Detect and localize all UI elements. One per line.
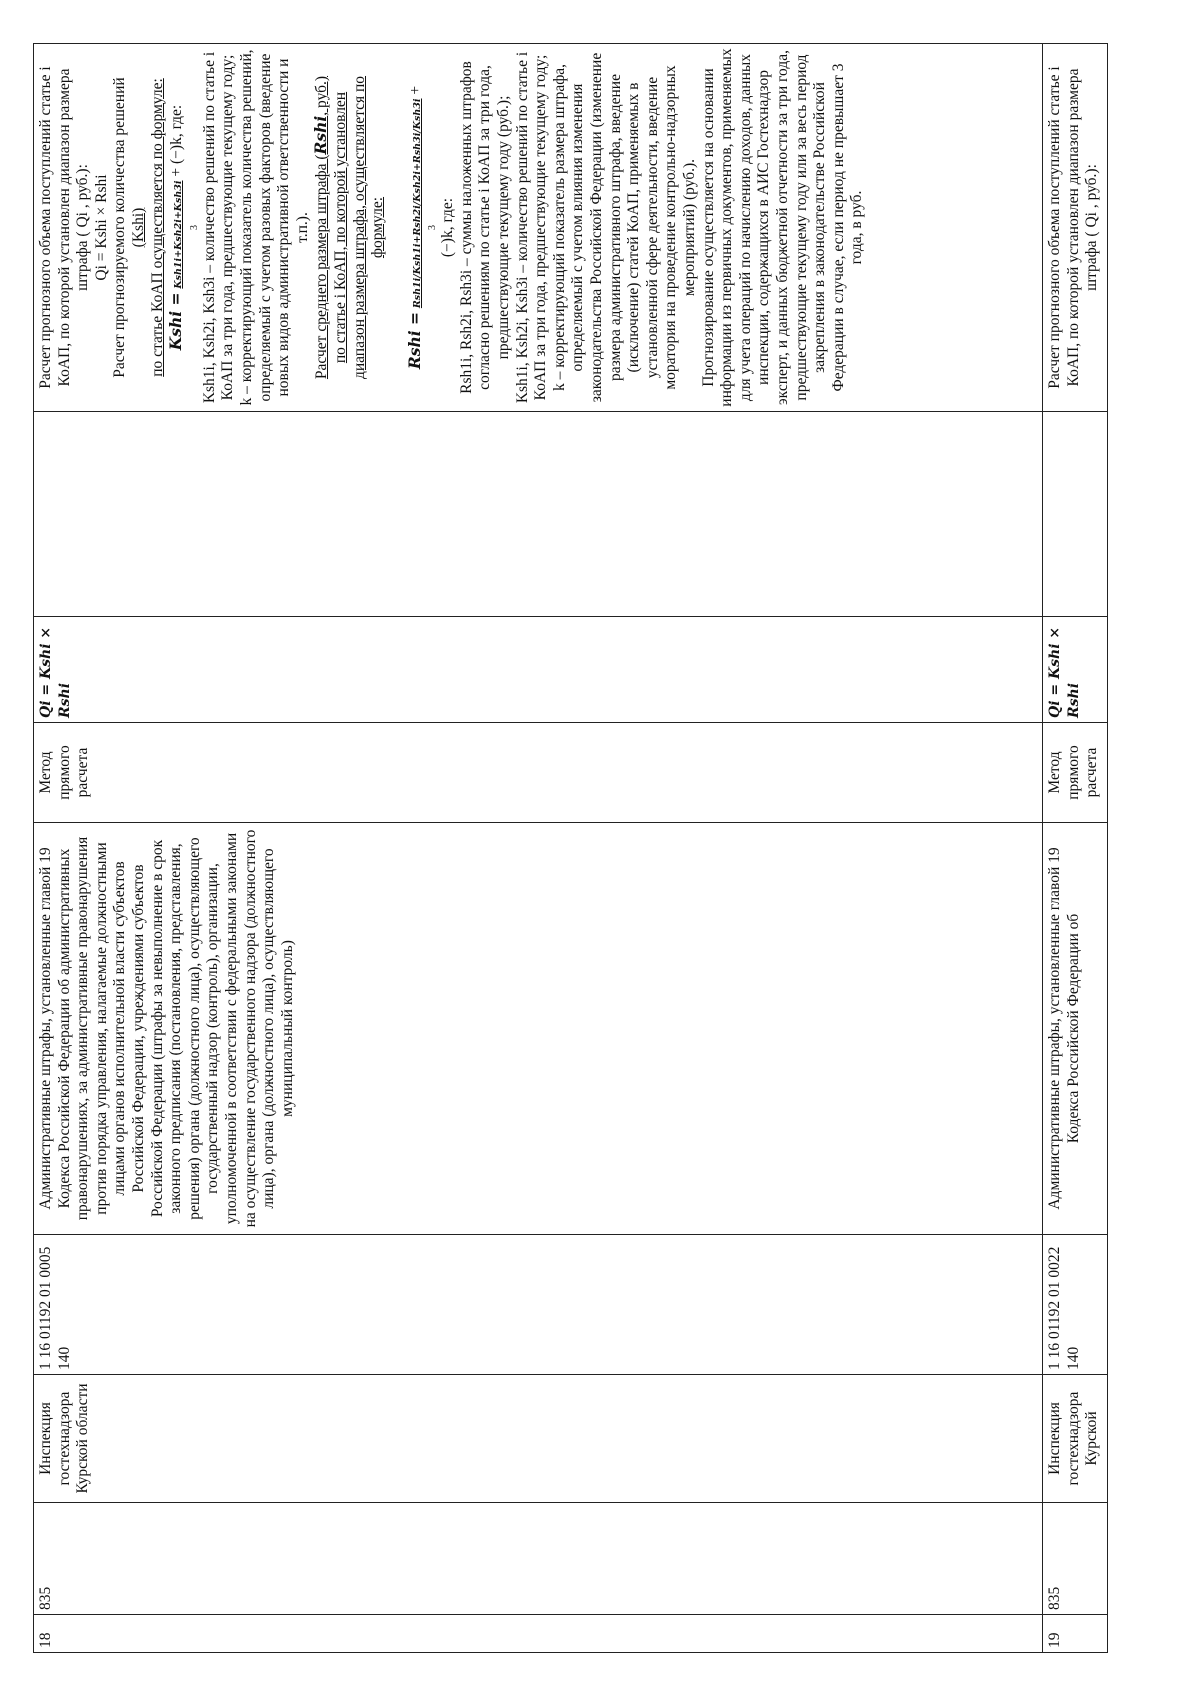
calculation-description: [34, 44, 1042, 411]
desc-line: Расчет прогнозируемого количества решений: [111, 77, 129, 378]
revenue-name: Административные штрафы, установленные главой 19 Кодекса Российской Федерации об: [1043, 822, 1107, 1234]
formula-tail: (−)k, где:: [439, 197, 457, 258]
formula-lhs: Rshi =: [404, 312, 424, 370]
calculation-method: Метод прямого расчета: [1043, 722, 1107, 822]
desc-line: диапазон размера штрафа, осуществляется по: [350, 75, 368, 380]
calculation-description: Расчет прогнозного объема поступлений статье i КоАП, по которой установлен диапазон размера штрафа ( Qi , руб.):: [1046, 66, 1101, 389]
row-number: 19: [1043, 1614, 1107, 1652]
calculation-formula: Qi = Kshi × Rshi: [34, 616, 1042, 722]
desc-fragment: Rshi: [311, 115, 331, 155]
calculation-formula: Qi = Kshi × Rshi: [1043, 616, 1107, 722]
administrator-name: Инспекция гостехнадзора Курской области: [34, 1374, 1042, 1502]
formula-denominator: 3: [188, 225, 200, 230]
formula-denominator: 3: [427, 225, 439, 230]
desc-line: Ksh1i, Ksh2i, Ksh3i – количество решений по статье i КоАП за три года, предшествующие текущему году;: [200, 51, 237, 404]
admin-code: 835: [1043, 1502, 1107, 1614]
desc-line: [312, 48, 332, 407]
table-row: [33, 43, 1043, 1653]
rshi-formula: [406, 48, 458, 407]
desc-line: формуле:: [369, 196, 387, 259]
desc-line: k – корректирующий показатель количества решений, определяемый с учетом разовых факторов (введение новых видов административной ответственности и т.п.).: [237, 49, 311, 406]
desc-line: Расчет прогнозного объема поступлений статье i КоАП, по которой установлен диапазон размера штрафа ( Qi , руб.):: [37, 66, 92, 389]
formula-plus: +: [406, 85, 424, 95]
desc-fragment: , руб.): [313, 75, 331, 116]
desc-line: Ksh1i, Ksh2i, Ksh3i – количество решений по статье i КоАП за три года, предшествующие текущему году;: [513, 51, 550, 404]
desc-formula-line: Qi = Kshi × Rshi: [92, 174, 110, 281]
calculation-method: Метод прямого расчета: [34, 722, 1042, 822]
formula-fraction: Rsh1i/Ksh1i+Rsh2i/Ksh2i+Rsh3i/Ksh3i: [411, 98, 423, 309]
desc-line: (Kshi): [129, 207, 147, 248]
desc-fragment: Расчет среднего размера штрафа (: [313, 154, 331, 380]
table-row: [1043, 43, 1108, 1653]
administrator-name: Инспекция гостехнадзора Курской: [1043, 1374, 1107, 1502]
formula-fraction: Ksh1i+Ksh2i+Ksh3i: [173, 180, 185, 289]
empty-cell: [34, 411, 1042, 616]
kshi-formula: [167, 48, 201, 407]
row-number: 18: [34, 1614, 1042, 1652]
desc-line: k – корректирующий показатель размера штрафа, определяемый с учетом влияния изменения законодательства Российской Федерации (изменение размера административного штрафа, введение (исключение) статей КоАП, применяемых в установленной сфере деятельности, введение моратория на проведение контрольно-надзорных мероприятий) (руб.).: [550, 52, 698, 403]
admin-code: 835: [34, 1502, 1042, 1614]
formula-lhs: Kshi =: [166, 292, 186, 351]
desc-line: по статье КоАП осуществляется по формуле:: [148, 78, 166, 377]
desc-line: Rsh1i, Rsh2i, Rsh3i – суммы наложенных штрафов согласно решениям по статье i КоАП за три года, предшествующие текущему году (руб.);: [457, 61, 513, 394]
desc-line: по статье i КоАП, по которой установлен: [331, 91, 349, 364]
empty-cell: [1043, 411, 1107, 616]
revenue-forecast-table: [33, 43, 1108, 1653]
desc-line: Прогнозирование осуществляется на основании информации из первичных документов, применяемых для учета операций по начислению доходов, данных инспекции, содержащихся в АИС Гостехнадзор эксперт, и данных бюджетной отчетности за три года, предшествующие текущему году или за весь период закрепления в законодательстве Российской Федерации в случае, если период не превышает 3 года, в руб.: [699, 48, 866, 407]
budget-classification-code: 1 16 01192 01 0005 140: [34, 1234, 1042, 1374]
revenue-name: Административные штрафы, установленные главой 19 Кодекса Российской Федерации об административных правонарушениях, за административные правонарушения против порядка управления, налагаемые должностными лицами органов исполнительной власти субъектов Российской Федерации, учреждениями субъектов Российской Федерации (штрафы за невыполнение в срок законного предписания (постановления, представления, решения) органа (должностного лица), осуществляющего государственный надзор (контроль), организации, уполномоченной в соответствии с федеральными законами на осуществление государственного надзора (должностного лица), органа (должностного лица), осуществляющего муниципальный контроль): [34, 822, 1042, 1234]
budget-classification-code: 1 16 01192 01 0022 140: [1043, 1234, 1107, 1374]
formula-tail: + (−)k, где:: [168, 104, 186, 177]
